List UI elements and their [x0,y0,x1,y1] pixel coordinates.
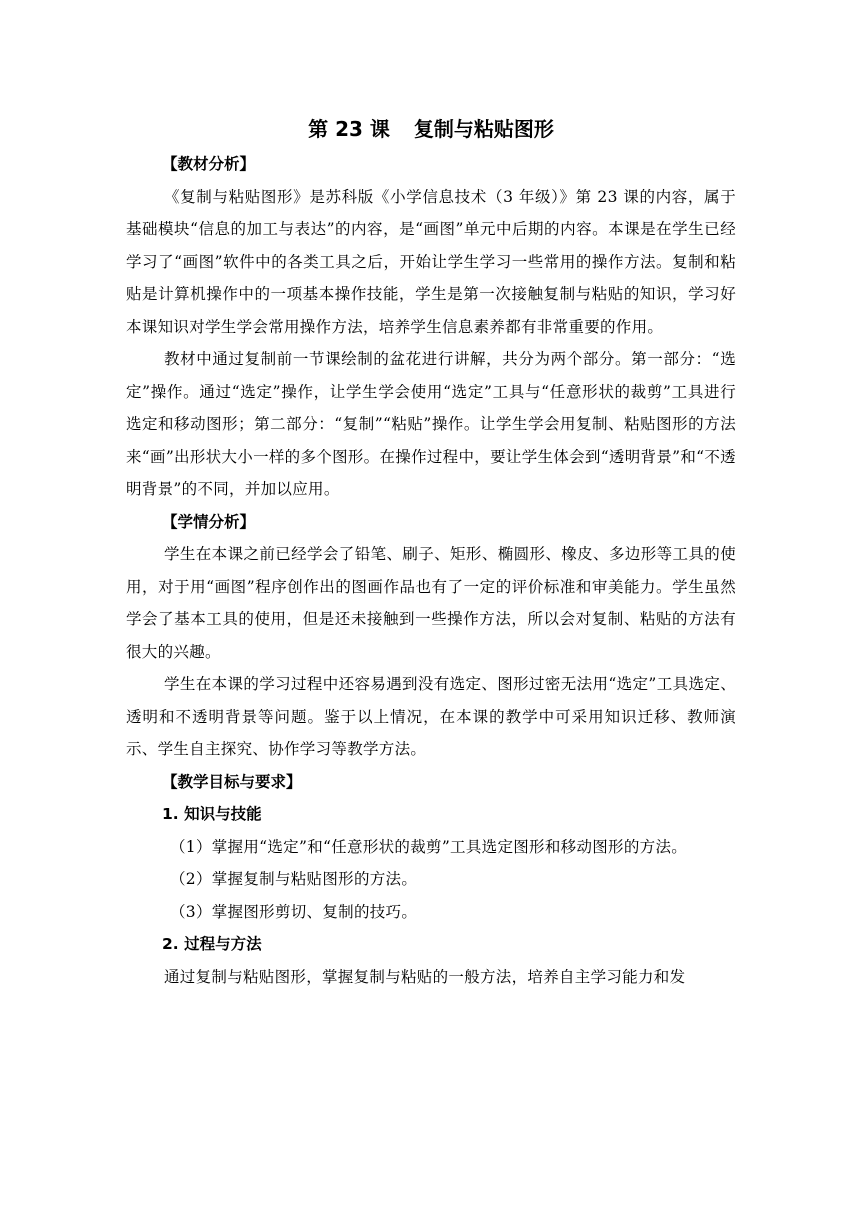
paragraph: 通过复制与粘贴图形，掌握复制与粘贴的一般方法，培养自主学习能力和发 [164,967,686,986]
section-heading-goals: 【教学目标与要求】 [162,772,302,791]
goal-subheading-knowledge: 1. 知识与技能 [162,805,262,823]
lesson-title [126,112,736,146]
section-heading-learner: 【学情分析】 [162,512,256,531]
goal-item: （3）掌握图形剪切、复制的技巧。 [170,902,418,921]
paragraph: 教材中通过复制前一节课绘制的盆花进行讲解，共分为两个部分。第一部分：“选定”操作。通过“选定”操作，让学生学会使用“选定”工具与“任意形状的裁剪”工具进行选定和移动图形；第二部分：“复制”“粘贴”操作。让学生学会用复制、粘贴图形的方法来“画”出形状大小一样的多个图形。在操作过程中，要让学生体会到“透明背景”和“不透明背景”的不同，并加以应用。 [126,350,736,498]
goal-subheading-process: 2. 过程与方法 [162,935,262,953]
document-body [126,112,736,993]
section-heading-analysis: 【教材分析】 [162,155,256,173]
paragraph: 学生在本课之前已经学会了铅笔、刷子、矩形、椭圆形、橡皮、多边形等工具的使用，对于用“画图”程序创作出的图画作品也有了一定的评价标准和审美能力。学生虽然学会了基本工具的使用，但是还未接触到一些操作方法，所以会对复制、粘贴的方法有很大的兴趣。 [126,545,736,661]
lesson-number: 第 23 课 [308,117,390,141]
paragraph: 学生在本课的学习过程中还容易遇到没有选定、图形过密无法用“选定”工具选定、透明和不透明背景等问题。鉴于以上情况，在本课的教学中可采用知识迁移、教师演示、学生自主探究、协作学习等教学方法。 [126,675,736,758]
paragraph: 《复制与粘贴图形》是苏科版《小学信息技术（3 年级）》第 23 课的内容，属于基础模块“信息的加工与表达”的内容，是“画图”单元中后期的内容。本课是在学生已经学习了“画图”软件中的各类工具之后，开始让学生学习一些常用的操作方法。复制和粘贴是计算机操作中的一项基本操作技能，学生是第一次接触复制与粘贴的知识，学习好本课知识对学生学会常用操作方法，培养学生信息素养都有非常重要的作用。 [126,187,736,336]
goal-item: （2）掌握复制与粘贴图形的方法。 [170,870,418,888]
goal-item: （1）掌握用“选定”和“任意形状的裁剪”工具选定图形和移动图形的方法。 [170,837,688,856]
lesson-name: 复制与粘贴图形 [413,117,554,141]
